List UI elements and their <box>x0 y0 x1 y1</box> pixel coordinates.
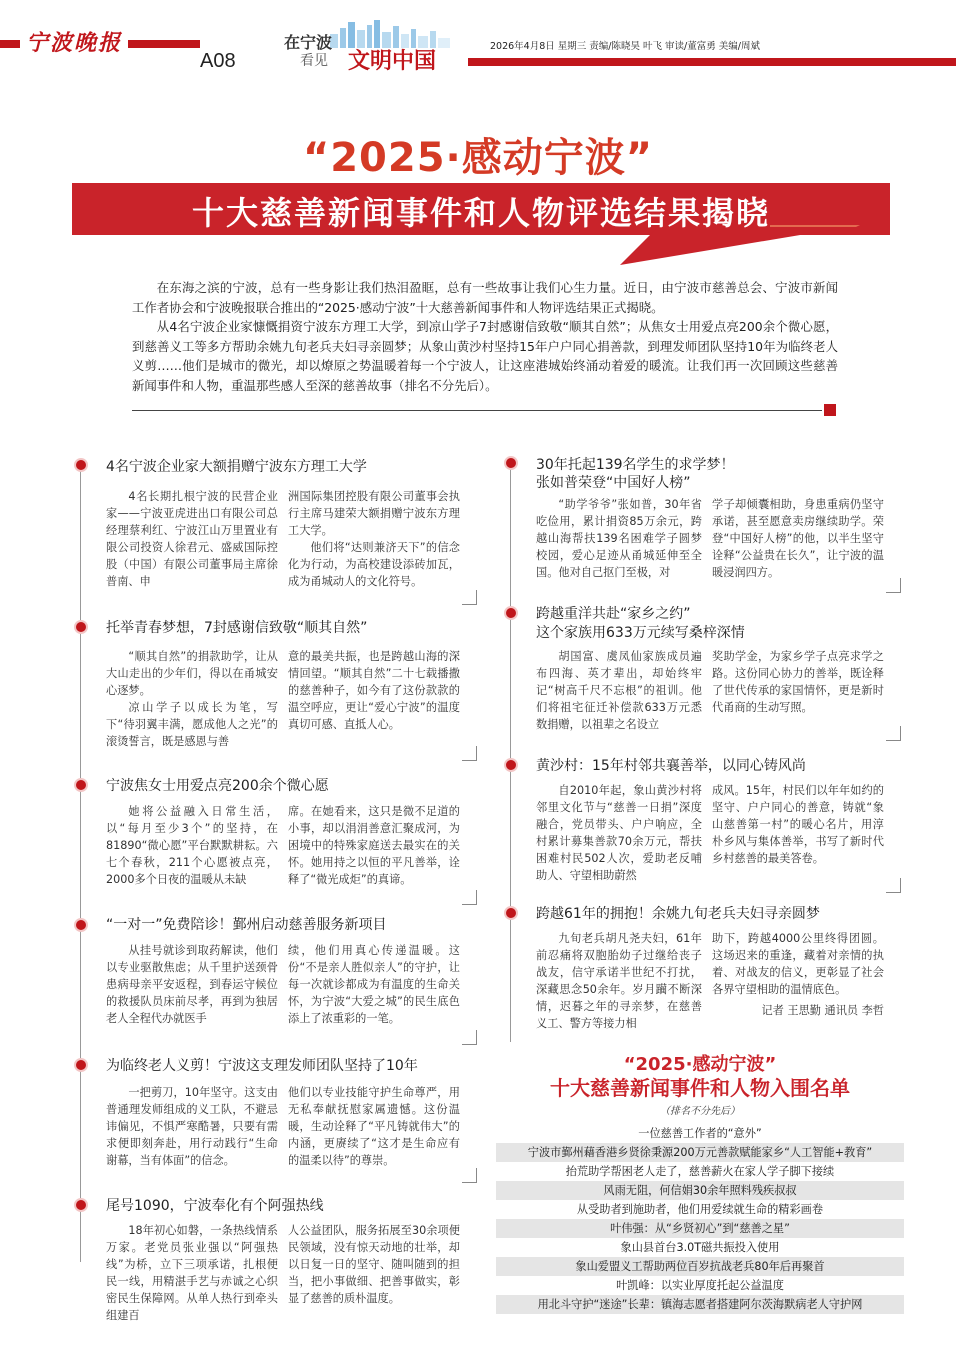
paragraph: 意的最美共振，也是跨越山海的深情回望。“顺其自然”二十七载播撒的慈善种子，如今有了这份款款的温空呼应，更让“爱心宁波”的温度真切可感、直抵人心。 <box>288 650 460 731</box>
section-body-col1 <box>536 496 702 581</box>
section-title-line2: 张如普荣登“中国好人榜” <box>536 475 691 491</box>
column-label-line2: 看见 <box>300 53 328 69</box>
list-item: 用北斗守护“迷途”长辈：镇海志愿者搭建阿尔茨海默病老人守护网 <box>496 1295 904 1314</box>
paragraph: 从挂号就诊到取药解读，他们以专业驱散焦虑；从千里护送颈骨患病母亲平安返程，到春运守候位的救援队员床前尽孝，再到为独居老人全程代办就医手 <box>106 944 278 1025</box>
left-timeline <box>80 462 81 1262</box>
paragraph: 一把剪刀，10年坚守。这支由普通理发师组成的义工队，不避忌讳偏见，不惧严寒酷暑，只要有需求便即刻奔赴，用行动践行“生命谢幕，当有体面”的信念。 <box>106 1086 278 1167</box>
nominee-list-note: （排名不分先后） <box>660 1106 740 1117</box>
list-item: 抬荒助学帮困老人走了，慈善薪火在家人学子脚下接续 <box>496 1162 904 1181</box>
list-item: 一位慈善工作者的“意外” <box>496 1124 904 1143</box>
paragraph: 他们将“达则兼济天下”的信念化为行动，为高校建设添砖加瓦，成为甬城动人的文化符号。 <box>288 541 460 588</box>
section-body-col1 <box>106 1084 278 1169</box>
timeline-dot <box>74 778 88 792</box>
list-item: 象山县首台3.0T磁共振投入使用 <box>496 1238 904 1257</box>
section-title: “一对一”免费陪诊！鄞州启动慈善服务新项目 <box>106 917 387 933</box>
paragraph: 助下，跨越4000公里终得团圆。这场迟来的重逢，藏着对亲情的执着、对战友的信义，更彰显了社会各界守望相助的温情底色。 <box>712 932 884 996</box>
timeline-dot <box>504 906 518 920</box>
list-item: 象山爱盟义工帮助两位百岁抗战老兵80年后再聚首 <box>496 1257 904 1276</box>
paragraph: 九旬老兵胡凡尧夫妇，61年前忍痛将双胞胎幼子过继给丧子战友，信守承诺半世纪不打扰，深藏思念50余年。岁月躏不断深情，迟暮之年的寻亲梦，在慈善义工、警方等接力相 <box>536 932 702 1030</box>
section-body-col2 <box>288 488 460 590</box>
section-body-col2 <box>288 1222 460 1307</box>
section-body-col2 <box>712 496 884 581</box>
section-title: 跨越61年的拥抱！余姚九旬老兵夫妇寻亲圆梦 <box>536 906 820 922</box>
section-body-col2 <box>288 803 460 888</box>
timeline-dot <box>74 620 88 634</box>
section-body-col1 <box>106 648 278 750</box>
timeline-dot <box>74 918 88 932</box>
list-item: 叶凯峰：以实业厚度托起公益温度 <box>496 1276 904 1295</box>
paragraph: 续，他们用真心传递温暖。这份“不是亲人胜似亲人”的守护，让每一次就诊都成为有温度的生命关怀，为宁波“大爱之城”的民生底色添上了浓重彩的一笔。 <box>288 944 460 1025</box>
section-title: 为临终老人义剪！宁波这支理发师团队坚持了10年 <box>106 1058 418 1074</box>
timeline-dot <box>74 458 88 472</box>
page-number: A08 <box>200 50 236 72</box>
paragraph: 人公益团队，服务拓展至30余项便民领域，没有惊天动地的壮举，却以日复一日的坚守、随叫随到的担当，把小事做细、把善事做实，彰显了慈善的质朴温度。 <box>288 1224 460 1305</box>
intro-text <box>132 278 838 395</box>
section-body-col1 <box>106 803 278 888</box>
section-title: 30年托起139名学生的求学梦！ <box>536 457 735 473</box>
paragraph: 她将公益融入日常生活，以“每月至少3个”的坚持，在81890“微心愿”平台默默耕耘。六七个春秋，211个心愿被点亮，2000多个日夜的温暖从未缺 <box>106 805 278 886</box>
intro-paragraph: 在东海之滨的宁波，总有一些身影让我们热泪盈眶，总有一些故事让我们心生力量。近日，由宁波市慈善总会、宁波市新闻工作者协会和宁波晚报联合推出的“2025·感动宁波”十大慈善新闻事件和人物评选结果正式揭晓。 <box>132 280 838 315</box>
section-body-col2 <box>712 648 884 716</box>
section-corner <box>462 1030 477 1045</box>
section-corner <box>886 726 901 741</box>
list-item: 从受助者到施助者，他们用爱续就生命的精彩画卷 <box>496 1200 904 1219</box>
timeline-dot <box>74 1198 88 1212</box>
paragraph: 洲国际集团控股有限公司董事会执行主席马建荣大额捐赠宁波东方理工大学。 <box>288 490 460 537</box>
byline: 记者 王思勤 通讯员 李哲 <box>761 1004 884 1017</box>
list-item: 叶伟强：从“乡贤初心”到“慈善之星” <box>496 1219 904 1238</box>
section-title: 尾号1090，宁波奉化有个阿强热线 <box>106 1198 324 1214</box>
paragraph: “助学爷爷”张如普，30年省吃俭用，累计捐资85万余元，跨越山海帮扶139名困难学子圆梦校园，爱心足迹从甬城延伸至全国。他对自己抠门至极，对 <box>536 498 702 579</box>
paragraph: 4名长期扎根宁波的民营企业家——宁波亚虎进出口有限公司总经理蔡利红、宁波江山万里置业有限公司投资人徐君元、盛威国际控股（中国）有限公司董事局主席徐普南、申 <box>106 490 278 588</box>
list-item: 宁波市鄞州藉香港乡贤徐秉源200万元善款赋能家乡“人工智能+教育” <box>496 1143 904 1162</box>
section-corner <box>886 878 901 893</box>
section-title: 黄沙村：15年村邻共襄善举，以同心铸风尚 <box>536 758 806 774</box>
section-title-line2: 这个家族用633万元续写桑梓深情 <box>536 625 745 641</box>
list-item: 风雨无阻，何信娟30余年照料残疾叔叔 <box>496 1181 904 1200</box>
headline-main: “2025·感动宁波” <box>302 135 654 181</box>
section-body-col1 <box>536 782 702 884</box>
nominee-list-title: “2025·感动宁波” <box>623 1054 777 1075</box>
intro-divider <box>132 410 822 411</box>
section-corner <box>886 578 901 593</box>
right-timeline <box>510 462 511 1042</box>
section-body-col2 <box>288 942 460 1027</box>
issue-meta: 2026年4月8日 星期三 责编/陈晓昊 叶飞 审读/董富勇 美编/周斌 <box>490 41 760 52</box>
intro-paragraph: 从4名宁波企业家慷慨捐资宁波东方理工大学，到凉山学子7封感谢信致敬“顺其自然”；从焦女士用爱点亮200余个微心愿，到慈善义工等多方帮助余姚九旬老兵夫妇寻亲圆梦；从象山黄沙村坚持15年户户同心捐善款，到理发师团队坚持10年为临终老人义剪……他们是城市的微光，却以燎原之势温暖着每一个宁波人，让这座港城始终涌动着爱的暖流。让我们再一次回顾这些慈善新闻事件和人物，重温那些感人至深的慈善故事（排名不分先后）。 <box>132 319 838 393</box>
paragraph: 18年初心如磐，一条热线情系万家。老党员张业强以“阿强热线”为桥，立下三项承诺，扎根便民一线，用精湛手艺与赤诚之心织密民生保障网。从单人热行到牵头组建百 <box>106 1224 278 1322</box>
section-body-col1 <box>106 942 278 1027</box>
paragraph: 成风。15年，村民们以年年如约的坚守、户户同心的善意，铸就“象山慈善第一村”的暖心名片，用淳朴乡风与集体善举，书写了新时代乡村慈善的最美答卷。 <box>712 784 884 865</box>
section-corner <box>462 746 477 761</box>
timeline-dot <box>74 1058 88 1072</box>
section-body-col1 <box>536 930 702 1032</box>
section-title: 宁波焦女士用爱点亮200余个微心愿 <box>106 778 329 794</box>
column-label-line1: 在宁波 <box>284 33 333 52</box>
headline-sub: 十大慈善新闻事件和人物评选结果揭晓 <box>191 194 770 232</box>
paragraph: 席。在她看来，这只是微不足道的小事，却以涓涓善意汇聚成河，为困境中的特殊家庭送去最实在的关怀。她用持之以恒的平凡善举，诠释了“微光成炬”的真谛。 <box>288 805 460 886</box>
paragraph: 他们以专业技能守护生命尊严，用无私奉献抚慰家属遗憾。这份温暖，生动诠释了“平凡铸就伟大”的内涵，更赓续了“这才是生命应有的温柔以待”的尊崇。 <box>288 1086 460 1167</box>
nominee-list <box>496 1124 904 1314</box>
section-corner <box>462 1168 477 1183</box>
section-corner <box>462 590 477 605</box>
timeline-dot <box>504 456 518 470</box>
section-body-col2 <box>712 930 884 1019</box>
section-body-col1 <box>106 1222 278 1324</box>
paragraph: 奖助学金，为家乡学子点亮求学之路。这份同心协力的善举，既诠释了世代传承的家国情怀，更是新时代甬商的生动写照。 <box>712 650 884 714</box>
paragraph: 胡国富、虞凤仙家族成员遍布四海、英才辈出，却始终牢记“树高千尺不忘根”的祖训。他们将祖宅征迁补偿款633万元悉数捐赠，以祖辈之名设立 <box>536 650 702 731</box>
section-body-col1 <box>536 648 702 733</box>
nominee-list-subtitle: 十大慈善新闻事件和人物入围名单 <box>550 1076 850 1100</box>
section-body-col2 <box>712 782 884 867</box>
intro-square-mark <box>824 404 836 416</box>
section-body-col1 <box>106 488 278 590</box>
section-body-col2 <box>288 648 460 733</box>
section-title: 跨越重洋共赴“家乡之约” <box>536 606 691 622</box>
newspaper-logo: 宁波晚报 <box>20 26 128 57</box>
column-label-line3: 文明中国 <box>348 49 437 74</box>
paragraph: 凉山学子以成长为笔，写下“待羽翼丰满，愿成他人之光”的滚烫誓言，既是感恩与善 <box>106 701 278 748</box>
timeline-dot <box>504 758 518 772</box>
section-body-col2 <box>288 1084 460 1169</box>
section-corner <box>462 890 477 905</box>
timeline-dot <box>504 606 518 620</box>
header-rule <box>468 58 956 66</box>
section-title: 4名宁波企业家大额捐赠宁波东方理工大学 <box>106 459 367 475</box>
paragraph: 学子却倾囊相助，身患重病仍坚守承诺，甚至愿意卖房继续助学。荣登“中国好人榜”的他，以半生坚守诠释“公益贵在长久”，让宁波的温暖浸润四方。 <box>712 498 884 579</box>
section-title: 托举青春梦想，7封感谢信致敬“顺其自然” <box>106 620 368 636</box>
paragraph: “顺其自然”的捐款助学，让从大山走出的少年们，得以在甬城安心逐梦。 <box>106 650 278 697</box>
paragraph: 自2010年起，象山黄沙村将邻里文化节与“慈善一日捐”深度融合，党员带头、户户响应，全村累计募集善款70余万元，帮扶困难村民502人次，爱助老反哺助人、守望相助蔚然 <box>536 784 702 882</box>
